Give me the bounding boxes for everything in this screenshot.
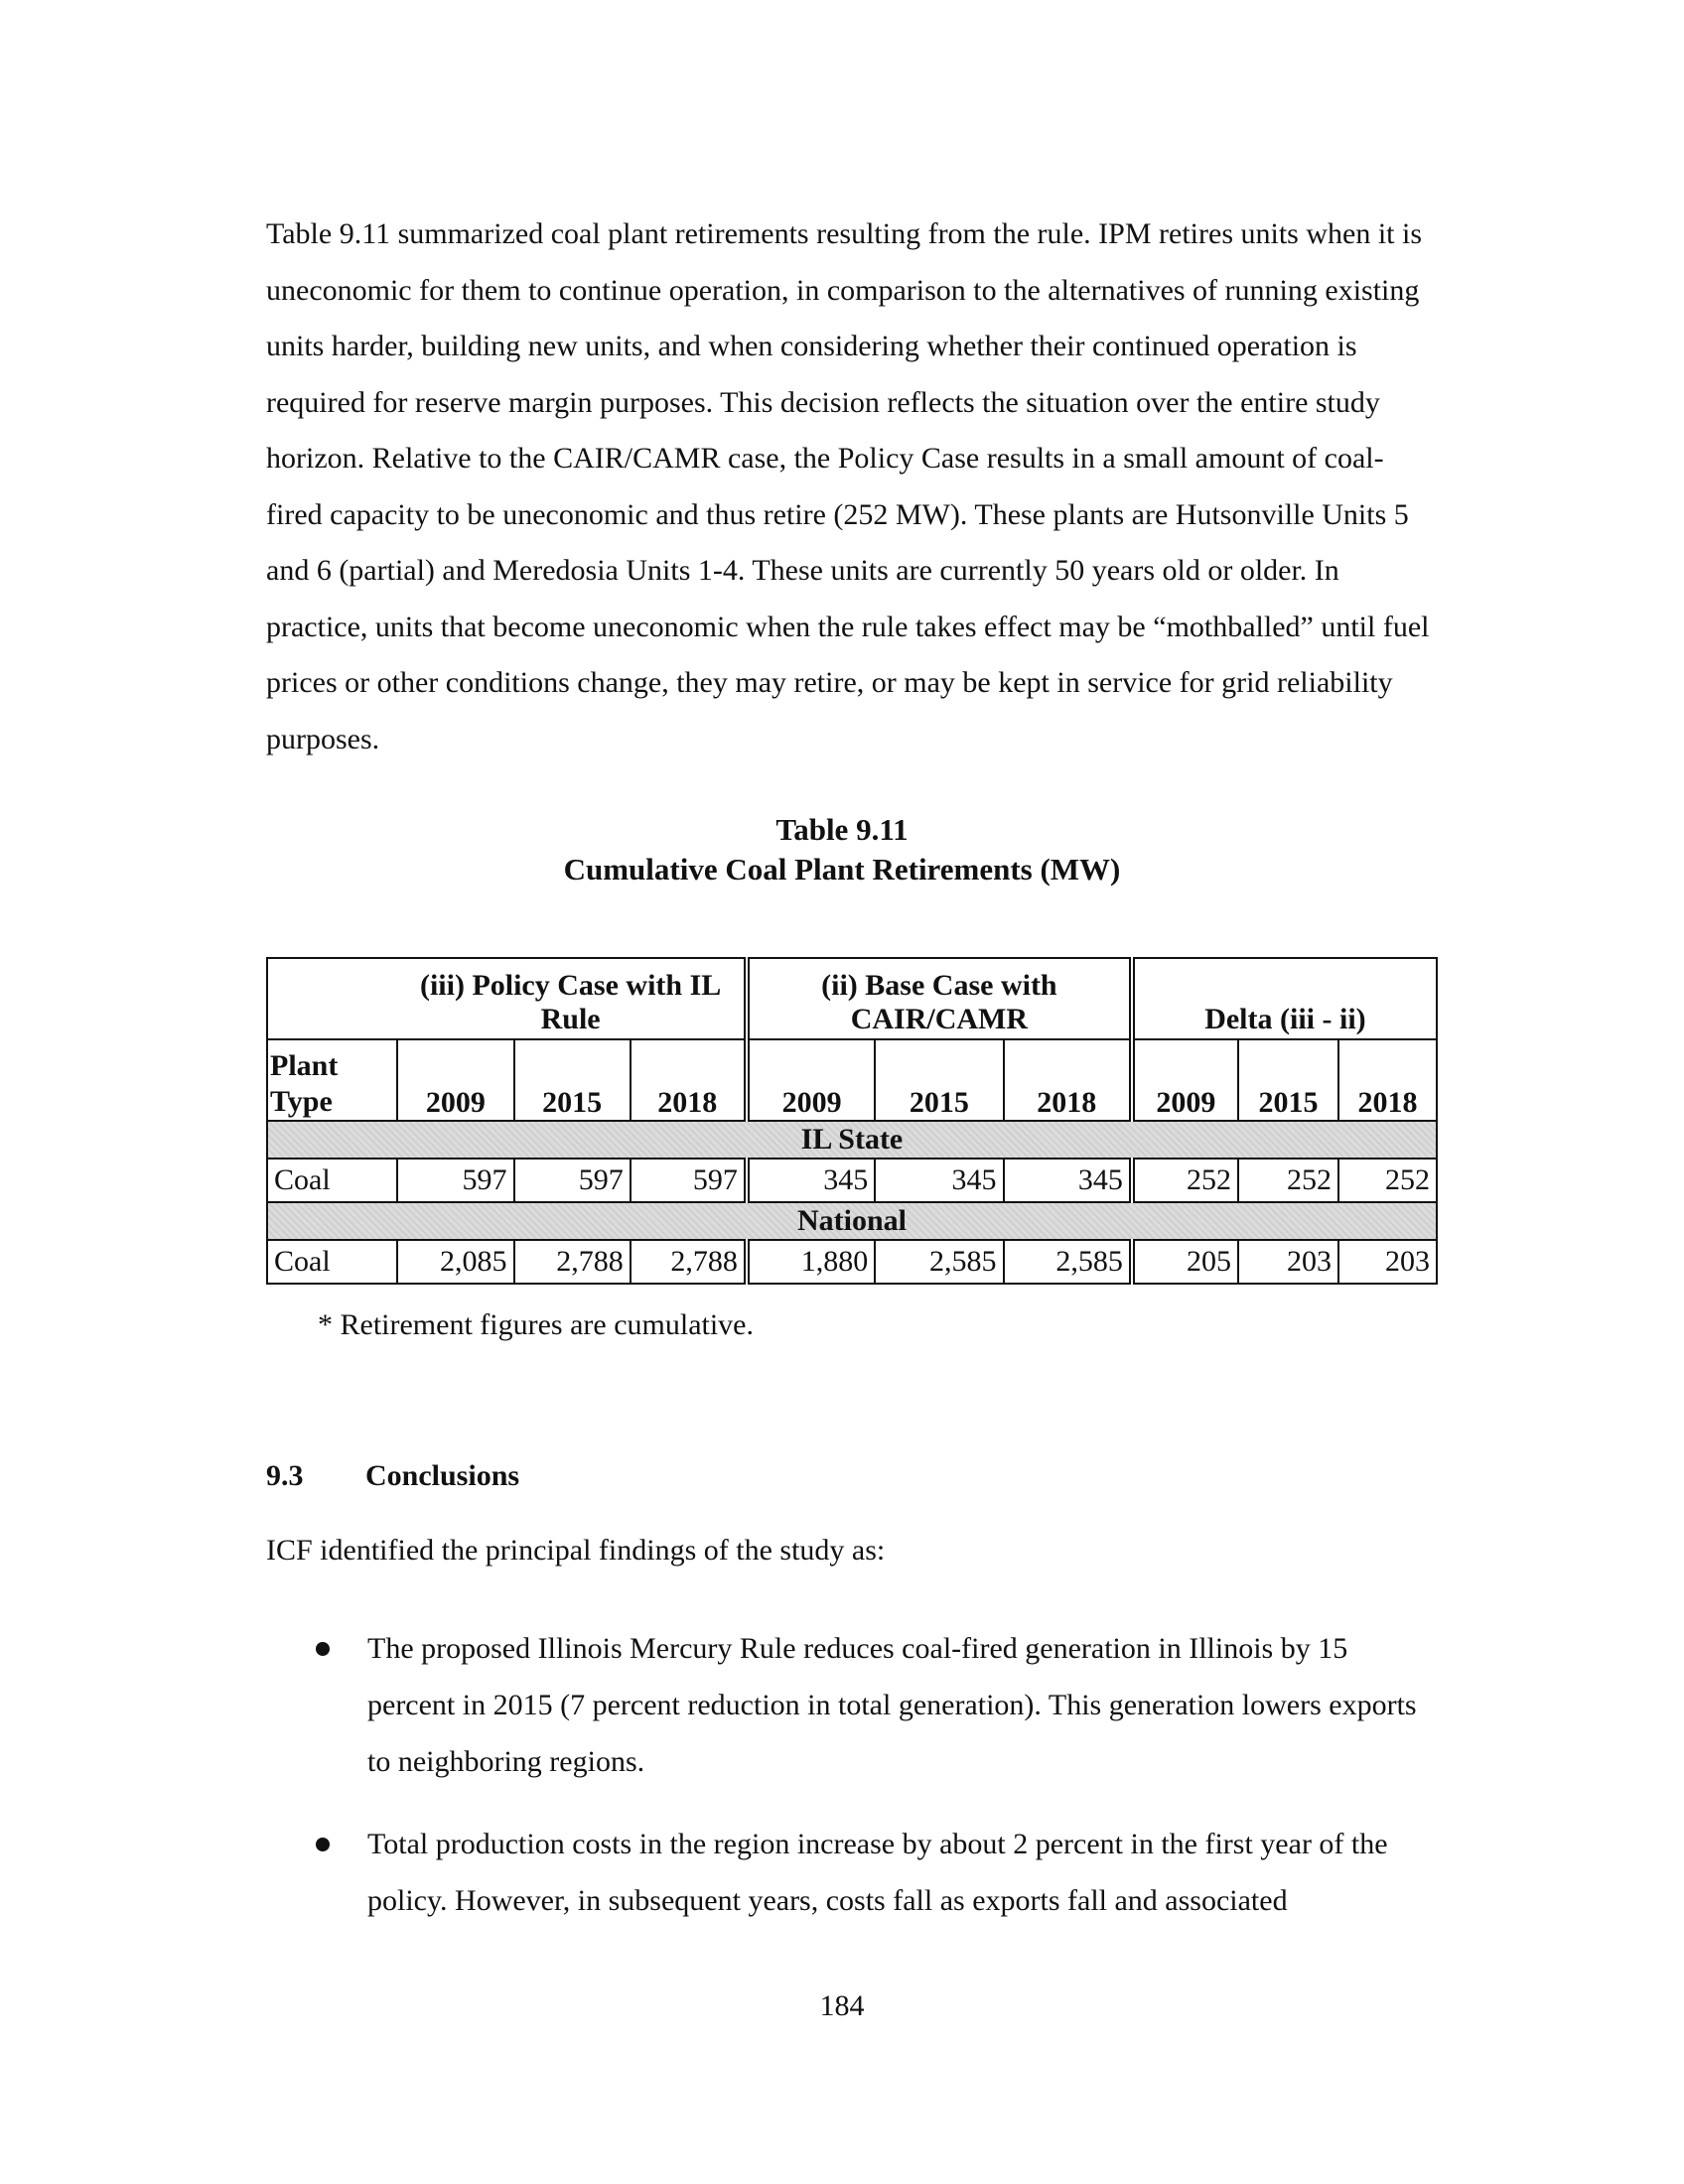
year-header: 2015	[514, 1039, 631, 1121]
section-row-national	[267, 1202, 1437, 1240]
table-cell: 252	[1338, 1159, 1437, 1202]
table-cell: 597	[397, 1159, 513, 1202]
year-header: 2018	[1004, 1039, 1132, 1121]
table-row	[267, 1240, 1437, 1284]
bullet-dot-icon	[316, 1642, 330, 1656]
section-label: National	[267, 1202, 1437, 1240]
empty-header-cell	[267, 958, 397, 1039]
table-cell: 2,788	[631, 1240, 747, 1284]
finding-bullet: The proposed Illinois Mercury Rule reduces coal-fired generation in Illinois by 15 percent in 2015 (7 percent reduction in total generation). This generation lowers exports to neighboring regions.	[367, 1632, 1417, 1778]
year-header: 2009	[747, 1039, 875, 1121]
table-footnote: * Retirement figures are cumulative.	[318, 1308, 754, 1341]
year-header: 2015	[875, 1039, 1003, 1121]
policy-case-header: (iii) Policy Case with IL Rule	[397, 958, 747, 1039]
section-number: 9.3	[266, 1459, 304, 1492]
table-cell: 2,788	[514, 1240, 631, 1284]
plant-type-header: Plant Type	[267, 1039, 397, 1121]
table-row	[267, 1159, 1437, 1202]
section-label: IL State	[267, 1121, 1437, 1159]
base-case-header: (ii) Base Case with CAIR/CAMR	[747, 958, 1132, 1039]
finding-bullet: Total production costs in the region increase by about 2 percent in the first year of the policy. However, in subsequent years, costs fall as exports fall and associated	[367, 1828, 1388, 1917]
section-title: Conclusions	[365, 1459, 520, 1492]
table-cell: 597	[631, 1159, 747, 1202]
year-header-row	[267, 1039, 1437, 1121]
row-label: Coal	[267, 1240, 397, 1284]
findings-intro: ICF identified the principal findings of the study as:	[266, 1534, 886, 1567]
table-cell: 597	[514, 1159, 631, 1202]
table-cell: 205	[1132, 1240, 1238, 1284]
section-heading	[266, 1459, 519, 1493]
table-number: Table 9.11	[775, 812, 909, 847]
table-cell: 252	[1132, 1159, 1238, 1202]
table-cell: 345	[747, 1159, 875, 1202]
table-cell: 345	[1004, 1159, 1132, 1202]
table-cell: 203	[1238, 1240, 1338, 1284]
table-cell: 345	[875, 1159, 1003, 1202]
group-header-row	[267, 958, 1437, 1039]
delta-header: Delta (iii - ii)	[1132, 958, 1437, 1039]
table-cell: 203	[1338, 1240, 1437, 1284]
year-header: 2018	[1338, 1039, 1437, 1121]
section-row-il-state	[267, 1121, 1437, 1159]
retirements-table	[266, 957, 1438, 1285]
table-cell: 2,085	[397, 1240, 513, 1284]
year-header: 2009	[1132, 1039, 1238, 1121]
row-label: Coal	[267, 1159, 397, 1202]
year-header: 2018	[631, 1039, 747, 1121]
table-cell: 252	[1238, 1159, 1338, 1202]
intro-paragraph: Table 9.11 summarized coal plant retirements resulting from the rule. IPM retires units when it is uneconomic for them to continue operation, in comparison to the alternatives of running existing units harder, building new units, and when considering whether their continued operation is required for reserve margin purposes. This decision reflects the situation over the entire study horizon. Relative to the CAIR/CAMR case, the Policy Case results in a small amount of coal-fired capacity to be uneconomic and thus retire (252 MW). These plants are Hutsonville Units 5 and 6 (partial) and Meredosia Units 1-4. These units are currently 50 years old or older. In practice, units that become uneconomic when the rule takes effect may be “mothballed” until fuel prices or other conditions change, they may retire, or may be kept in service for grid reliability purposes.	[266, 217, 1430, 755]
page-number: 184	[819, 1989, 865, 2022]
table-cell: 1,880	[747, 1240, 875, 1284]
bullet-dot-icon	[316, 1838, 330, 1851]
table-cell: 2,585	[875, 1240, 1003, 1284]
year-header: 2015	[1238, 1039, 1338, 1121]
table-cell: 2,585	[1004, 1240, 1132, 1284]
table-title: Cumulative Coal Plant Retirements (MW)	[563, 852, 1121, 887]
year-header: 2009	[397, 1039, 513, 1121]
